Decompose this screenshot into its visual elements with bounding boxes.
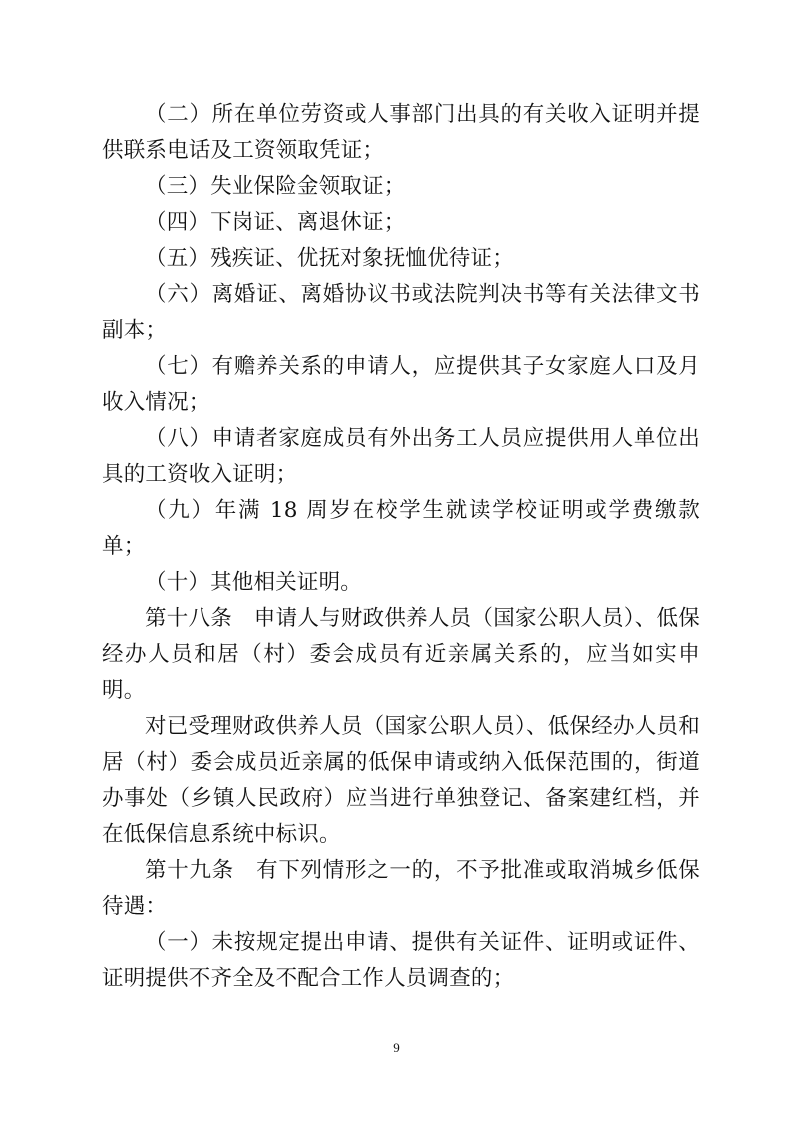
article-18-detail-paragraph: 对已受理财政供养人员（国家公职人员）、低保经办人员和居（村）委会成员近亲属的低保申请或纳入低保范围的，街道办事处（乡镇人民政府）应当进行单独登记、备案建红档，并在低保信息系统中标识。 — [102, 714, 700, 847]
paragraph-item-9: （九）年满 18 周岁在校学生就读学校证明或学费缴款单； — [102, 498, 700, 559]
paragraph-item-7: （七）有赡养关系的申请人，应提供其子女家庭人口及月收入情况； — [102, 354, 700, 415]
paragraph-item-5: （五）残疾证、优抚对象抚恤优待证； — [145, 246, 514, 271]
paragraph-item-8: （八）申请者家庭成员有外出务工人员应提供用人单位出具的工资收入证明； — [102, 426, 700, 487]
paragraph-item-3: （三）失业保险金领取证； — [145, 174, 406, 199]
paragraph-item-2: （二）所在单位劳资或人事部门出具的有关收入证明并提供联系电话及工资领取凭证； — [102, 102, 700, 163]
paragraph-item-6: （六）离婚证、离婚协议书或法院判决书等有关法律文书副本； — [102, 282, 700, 343]
article-19-item-1: （一）未按规定提出申请、提供有关证件、证明或证件、证明提供不齐全及不配合工作人员调查的； — [102, 930, 700, 991]
paragraph-item-4: （四）下岗证、离退休证； — [145, 210, 406, 235]
paragraph-item-10: （十）其他相关证明。 — [145, 570, 363, 595]
article-18-paragraph: 第十八条 申请人与财政供养人员（国家公职人员）、低保经办人员和居（村）委会成员有近亲属关系的，应当如实申明。 — [102, 606, 700, 703]
article-19-paragraph: 第十九条 有下列情形之一的，不予批准或取消城乡低保待遇： — [102, 858, 700, 919]
page-number: 9 — [393, 1040, 400, 1055]
document-page — [102, 97, 700, 997]
